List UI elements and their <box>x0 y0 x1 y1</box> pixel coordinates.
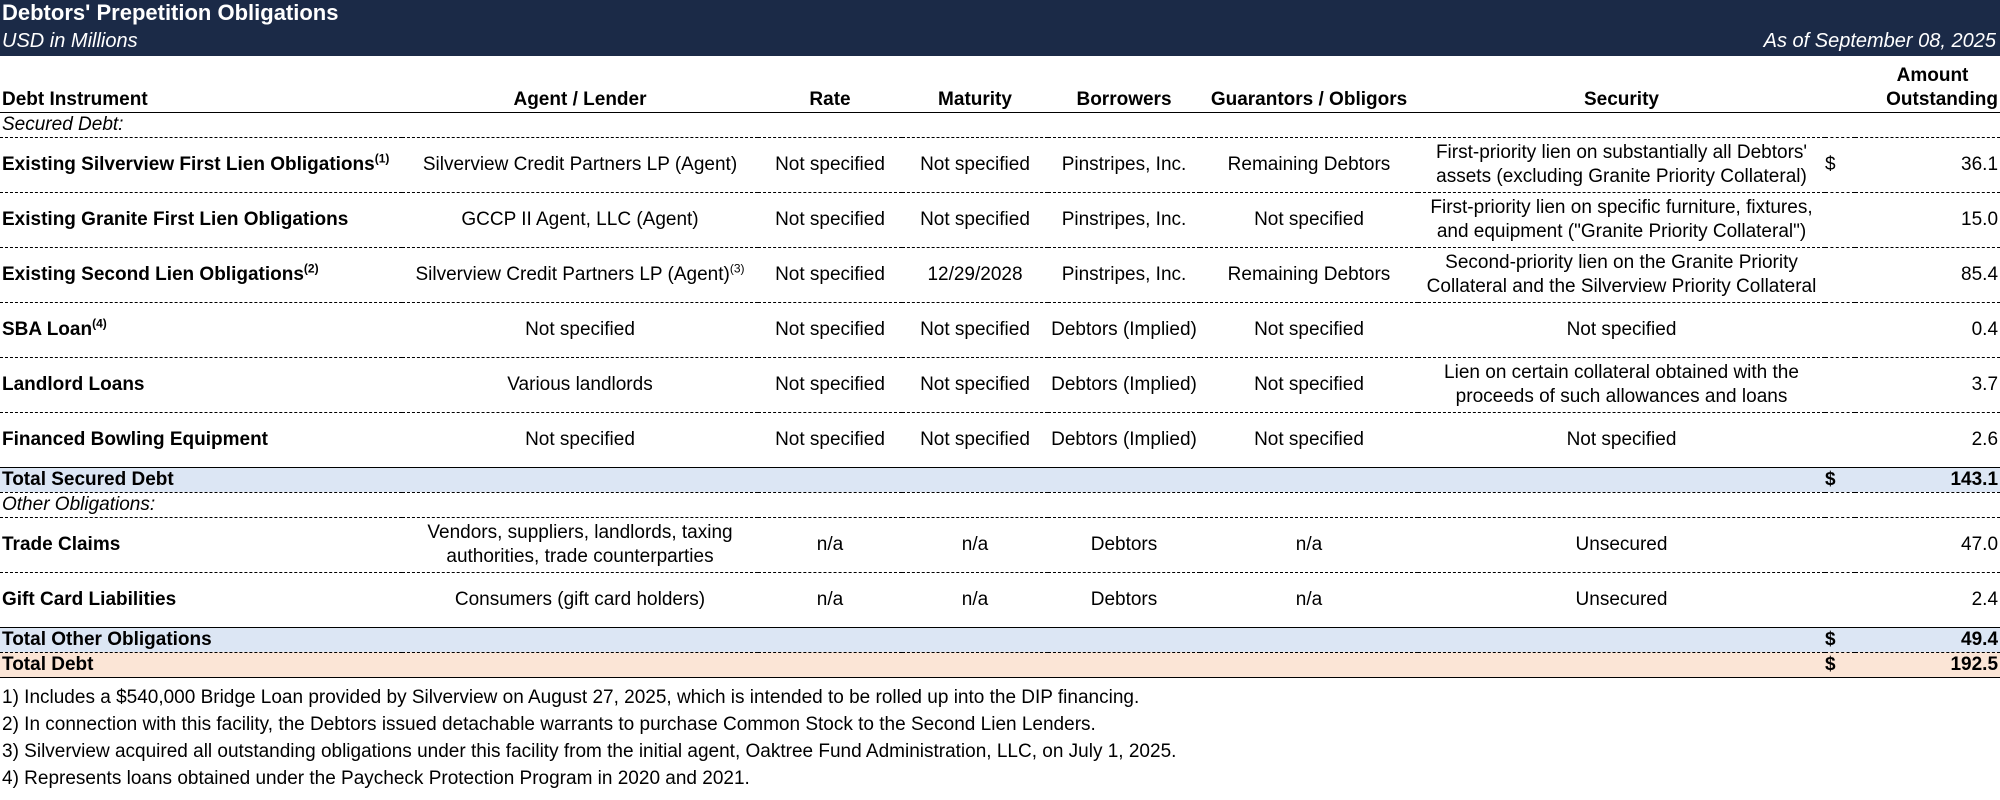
rate-cell <box>758 137 902 192</box>
amount-cell <box>1855 302 2000 357</box>
guarantors-cell-text: n/a <box>1295 533 1323 555</box>
amount-cell-text: 2.6 <box>1971 428 1999 450</box>
agent-cell <box>402 412 758 467</box>
maturity-cell-text: 12/29/2028 <box>927 263 1023 285</box>
section-label: Secured Debt: <box>0 112 2000 137</box>
page-header <box>0 0 2000 56</box>
currency-cell <box>1825 192 1855 247</box>
table-header-row <box>0 56 2000 112</box>
guarantors-cell-text: Remaining Debtors <box>1227 263 1391 285</box>
agent-cell-text: Various landlords <box>507 373 653 395</box>
section-secured-debt <box>0 112 2000 137</box>
currency-cell <box>1825 517 1855 572</box>
borrowers-cell-text: Pinstripes, Inc. <box>1061 153 1187 175</box>
security-cell <box>1418 247 1825 302</box>
section-other-obligations <box>0 492 2000 517</box>
guarantors-cell-text: Not specified <box>1254 428 1364 450</box>
col-header-agent: Agent / Lender <box>402 56 758 112</box>
guarantors-cell <box>1200 192 1418 247</box>
footnote-marker: (2) <box>303 261 319 276</box>
section-label: Other Obligations: <box>0 492 2000 517</box>
col-header-guarantors: Guarantors / Obligors <box>1200 56 1418 112</box>
total-debt-row <box>0 652 2000 677</box>
borrowers-cell <box>1048 302 1200 357</box>
security-cell-text: Unsecured <box>1575 588 1668 610</box>
security-cell-text: First-priority lien on specific furniture, fixtures, and equipment ("Granite Priority Collateral") <box>1430 196 1813 242</box>
rate-cell-text: Not specified <box>775 153 885 175</box>
rate-cell-text: n/a <box>816 533 844 555</box>
table-row <box>0 572 2000 627</box>
guarantors-cell <box>1200 357 1418 412</box>
borrowers-cell-text: Debtors <box>1090 588 1158 610</box>
currency-cell <box>1825 247 1855 302</box>
table-row <box>0 192 2000 247</box>
amount-cell-text: 36.1 <box>1961 153 1999 175</box>
borrowers-cell-text: Pinstripes, Inc. <box>1061 208 1187 230</box>
borrowers-cell-text: Debtors (Implied) <box>1051 373 1197 395</box>
maturity-cell <box>902 412 1048 467</box>
amount-cell <box>1855 137 2000 192</box>
rate-cell <box>758 572 902 627</box>
total-label: Total Debt <box>0 652 1825 677</box>
amount-cell <box>1855 517 2000 572</box>
borrowers-cell <box>1048 572 1200 627</box>
rate-cell <box>758 192 902 247</box>
page-title: Debtors' Prepetition Obligations <box>2 0 339 25</box>
table-row <box>0 247 2000 302</box>
maturity-cell <box>902 572 1048 627</box>
rate-cell-text: n/a <box>816 588 844 610</box>
security-cell <box>1418 302 1825 357</box>
instrument-cell <box>0 247 402 302</box>
currency-cell <box>1825 572 1855 627</box>
maturity-cell-text: n/a <box>961 533 989 555</box>
rate-cell-text: Not specified <box>775 318 885 340</box>
instrument-cell-text: Gift Card Liabilities <box>2 588 177 610</box>
table-row <box>0 517 2000 572</box>
agent-cell <box>402 192 758 247</box>
guarantors-cell <box>1200 517 1418 572</box>
agent-cell-text: Silverview Credit Partners LP (Agent) <box>422 153 738 175</box>
maturity-cell <box>902 302 1048 357</box>
security-cell-text: Lien on certain collateral obtained with the proceeds of such allowances and loans <box>1444 361 1799 407</box>
amount-cell <box>1855 247 2000 302</box>
col-header-rate: Rate <box>758 56 902 112</box>
borrowers-cell-text: Debtors <box>1090 533 1158 555</box>
currency-cell-text: $ <box>1825 153 1836 175</box>
borrowers-cell <box>1048 247 1200 302</box>
agent-cell <box>402 137 758 192</box>
currency-cell <box>1825 302 1855 357</box>
table-row <box>0 137 2000 192</box>
instrument-cell-text: Existing Second Lien Obligations <box>2 263 304 285</box>
rate-cell <box>758 357 902 412</box>
guarantors-cell <box>1200 572 1418 627</box>
instrument-cell-text: Landlord Loans <box>2 373 145 395</box>
rate-cell-text: Not specified <box>775 263 885 285</box>
guarantors-cell-text: Not specified <box>1254 318 1364 340</box>
amount-cell-text: 15.0 <box>1961 208 1999 230</box>
currency-cell <box>1825 412 1855 467</box>
table-row <box>0 302 2000 357</box>
instrument-cell <box>0 517 402 572</box>
amount-cell-text: 2.4 <box>1971 588 1999 610</box>
amount-cell-text: 3.7 <box>1971 373 1999 395</box>
footnote: 3) Silverview acquired all outstanding obligations under this facility from the initial agent, Oaktree Fund Administration, LLC, on July 1, 2025. <box>2 740 1177 762</box>
instrument-cell-text: Trade Claims <box>2 533 121 555</box>
units-subtitle: USD in Millions <box>2 30 138 52</box>
guarantors-cell-text: Remaining Debtors <box>1227 153 1391 175</box>
instrument-cell-text: Existing Granite First Lien Obligations <box>2 208 349 230</box>
guarantors-cell-text: Not specified <box>1254 373 1364 395</box>
security-cell-text: Not specified <box>1566 318 1677 340</box>
col-header-security: Security <box>1418 56 1825 112</box>
currency-cell <box>1825 137 1855 192</box>
guarantors-cell-text: Not specified <box>1254 208 1364 230</box>
table-row <box>0 412 2000 467</box>
security-cell-text: Not specified <box>1566 428 1677 450</box>
guarantors-cell <box>1200 302 1418 357</box>
borrowers-cell-text: Debtors (Implied) <box>1051 318 1197 340</box>
agent-cell <box>402 517 758 572</box>
borrowers-cell <box>1048 192 1200 247</box>
maturity-cell-text: n/a <box>961 588 989 610</box>
agent-cell-text: Not specified <box>525 428 635 450</box>
amount-cell-text: 47.0 <box>1961 533 1999 555</box>
instrument-cell <box>0 192 402 247</box>
security-cell-text: Unsecured <box>1575 533 1668 555</box>
total-label: Total Other Obligations <box>0 627 1825 652</box>
security-cell <box>1418 572 1825 627</box>
borrowers-cell-text: Pinstripes, Inc. <box>1061 263 1187 285</box>
agent-cell <box>402 247 758 302</box>
amount-cell <box>1855 412 2000 467</box>
maturity-cell-text: Not specified <box>920 318 1030 340</box>
footnote: 4) Represents loans obtained under the Paycheck Protection Program in 2020 and 2021. <box>2 767 750 789</box>
rate-cell <box>758 517 902 572</box>
agent-cell <box>402 572 758 627</box>
footnote: 1) Includes a $540,000 Bridge Loan provided by Silverview on August 27, 2025, which is intended to be rolled up into the DIP financing. <box>2 686 1140 708</box>
security-cell-text: First-priority lien on substantially all Debtors' assets (excluding Granite Priority Collateral) <box>1435 141 1808 187</box>
maturity-cell <box>902 357 1048 412</box>
borrowers-cell <box>1048 137 1200 192</box>
total-label: Total Secured Debt <box>0 467 1825 492</box>
col-header-amount <box>1825 56 2000 112</box>
total-currency: $ <box>1825 627 1855 652</box>
maturity-cell-text: Not specified <box>920 428 1030 450</box>
guarantors-cell <box>1200 137 1418 192</box>
obligations-table <box>0 56 2000 678</box>
instrument-cell-text: SBA Loan <box>2 318 93 340</box>
total-amount: 49.4 <box>1855 627 2000 652</box>
rate-cell <box>758 247 902 302</box>
security-cell <box>1418 357 1825 412</box>
maturity-cell <box>902 192 1048 247</box>
maturity-cell <box>902 137 1048 192</box>
amount-cell-text: 0.4 <box>1971 318 1999 340</box>
agent-cell-text: Consumers (gift card holders) <box>454 588 706 610</box>
agent-cell-text: Vendors, suppliers, landlords, taxing authorities, trade counterparties <box>427 521 733 567</box>
total-currency: $ <box>1825 652 1855 677</box>
footnote: 2) In connection with this facility, the Debtors issued detachable warrants to purchase Common Stock to the Second Lien Lenders. <box>2 713 1096 735</box>
security-cell-text: Second-priority lien on the Granite Priority Collateral and the Silverview Priority Collateral <box>1426 251 1817 297</box>
footnote-marker: (4) <box>92 316 107 331</box>
rate-cell <box>758 412 902 467</box>
amount-cell-text: 85.4 <box>1961 263 1999 285</box>
instrument-cell <box>0 302 402 357</box>
security-cell <box>1418 517 1825 572</box>
amount-cell <box>1855 192 2000 247</box>
col-header-maturity: Maturity <box>902 56 1048 112</box>
security-cell <box>1418 412 1825 467</box>
maturity-cell-text: Not specified <box>920 153 1030 175</box>
instrument-cell-text: Existing Silverview First Lien Obligations <box>2 153 375 175</box>
rate-cell-text: Not specified <box>775 208 885 230</box>
footnote-marker: (3) <box>729 261 745 276</box>
total-amount: 192.5 <box>1855 652 2000 677</box>
footnotes <box>0 684 2000 792</box>
total-other-row <box>0 627 2000 652</box>
col-header-amount-line2: Outstanding <box>1886 88 1999 110</box>
security-cell <box>1418 137 1825 192</box>
borrowers-cell-text: Debtors (Implied) <box>1051 428 1197 450</box>
borrowers-cell <box>1048 412 1200 467</box>
table-row <box>0 357 2000 412</box>
amount-cell <box>1855 572 2000 627</box>
maturity-cell <box>902 247 1048 302</box>
borrowers-cell <box>1048 517 1200 572</box>
agent-cell-text: Not specified <box>525 318 635 340</box>
instrument-cell <box>0 357 402 412</box>
footnote-marker: (1) <box>374 151 390 166</box>
agent-cell-text: Silverview Credit Partners LP (Agent) <box>415 263 730 285</box>
rate-cell <box>758 302 902 357</box>
amount-cell <box>1855 357 2000 412</box>
agent-cell-text: GCCP II Agent, LLC (Agent) <box>461 208 699 230</box>
maturity-cell-text: Not specified <box>920 208 1030 230</box>
col-header-borrowers: Borrowers <box>1048 56 1200 112</box>
instrument-cell <box>0 572 402 627</box>
instrument-cell <box>0 137 402 192</box>
agent-cell <box>402 357 758 412</box>
total-secured-row <box>0 467 2000 492</box>
col-header-instrument: Debt Instrument <box>0 56 402 112</box>
security-cell <box>1418 192 1825 247</box>
borrowers-cell <box>1048 357 1200 412</box>
instrument-cell <box>0 412 402 467</box>
guarantors-cell <box>1200 412 1418 467</box>
col-header-amount-line1: Amount <box>1896 64 1969 86</box>
rate-cell-text: Not specified <box>775 428 885 450</box>
as-of-date: As of September 08, 2025 <box>1763 30 1996 52</box>
guarantors-cell <box>1200 247 1418 302</box>
guarantors-cell-text: n/a <box>1295 588 1323 610</box>
currency-cell <box>1825 357 1855 412</box>
rate-cell-text: Not specified <box>775 373 885 395</box>
total-amount: 143.1 <box>1855 467 2000 492</box>
agent-cell <box>402 302 758 357</box>
maturity-cell-text: Not specified <box>920 373 1030 395</box>
total-currency: $ <box>1825 467 1855 492</box>
maturity-cell <box>902 517 1048 572</box>
instrument-cell-text: Financed Bowling Equipment <box>2 428 268 450</box>
